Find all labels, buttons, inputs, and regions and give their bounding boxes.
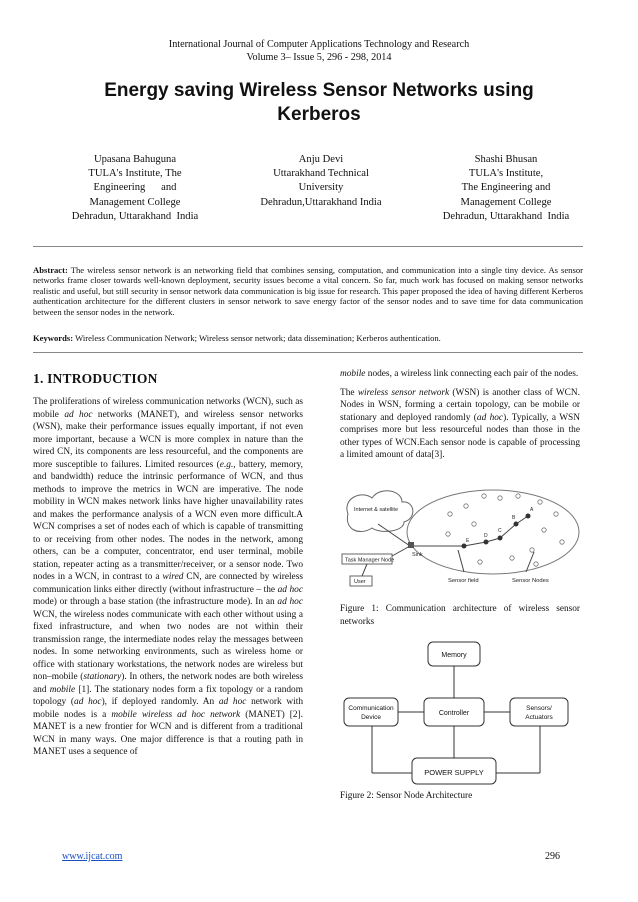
author-3-line: Management College [460, 196, 552, 208]
sink-node [408, 542, 414, 548]
sensor-node-a [526, 514, 531, 519]
link-task-user [362, 564, 367, 576]
idle-node [464, 504, 468, 508]
text-run: , battery, memory, and bandwidth) reduce the intrinsic performance of WCN, and thus methods to improve the metrics in WCN are imperative. The node mobility in WCN makes network links have higher unavailability rates and makes the performance analysis of a WCN even more difficult.A WCN comprises a set of nodes each of which is capable of transmitting to or receiving from other nodes. The nodes in the network, among others, can be a computer, concentrator, end user terminal, mobile station, repeater acting as a transmitter/receiver, or a sensor node. Two nodes in a WCN, in contrast to a [33, 459, 303, 582]
keywords-text: Wireless Communication Network; Wireless sensor network; data dissemination; Kerberos authentication. [73, 333, 441, 343]
paper-title [40, 79, 598, 127]
user-label: User [354, 579, 366, 585]
idle-node [530, 548, 534, 552]
section-heading: 1. INTRODUCTION [33, 371, 158, 386]
sensor-node-c [498, 536, 503, 541]
author-2-line: Anju Devi [298, 154, 344, 165]
sensor-node-b [514, 522, 519, 527]
journal-name: International Journal of Computer Applications Technology and Research [168, 39, 470, 50]
node-c-label: C [498, 528, 502, 534]
author-1-line: Management College [89, 196, 181, 208]
author-2-line: University [298, 182, 344, 194]
author-3-line: The Engineering and [461, 182, 551, 194]
sensor-field-ellipse [407, 490, 579, 574]
italic-run: wired [162, 572, 184, 582]
intro-paragraph-3 [340, 387, 580, 462]
node-e-label: E [466, 538, 470, 544]
page-number: 296 [545, 851, 560, 862]
sensor-node-d [484, 540, 489, 545]
author-1-line: TULA's Institute, The [88, 168, 182, 180]
text-run: (WSN) is another class of WCN. Nodes in WSN, forming a certain topology, can be mobile or stationary and deployed randomly ( [340, 387, 580, 423]
comm-device-box [344, 698, 398, 726]
italic-run: ad hoc [218, 697, 247, 707]
italic-run: mobile [49, 684, 76, 695]
author-3 [418, 153, 594, 224]
node-a-label: A [530, 507, 534, 513]
node-b-label: B [512, 515, 516, 521]
keywords-label: Keywords: [33, 333, 74, 343]
memory-label: Memory [441, 652, 467, 659]
keywords [33, 333, 583, 343]
sensor-nodes-label: Sensor Nodes [512, 578, 549, 584]
left-column [33, 396, 303, 765]
text-run: networks (MANET), and wireless sensor networks (WSN), make their performance issues equally important, if not even more important, because a WCN is more complex in nature than the wired CN, its components are less resourceful, and the components are more susceptible to failures. Limited resources ( [33, 409, 303, 470]
text-run: nodes, a wireless link connecting each pair of the nodes. [365, 369, 579, 379]
sensors-box [510, 698, 568, 726]
power-supply-label: POWER SUPPLY [424, 768, 484, 777]
comm-device-label-1: Communication [348, 705, 394, 712]
author-1-line: Dehradun, Uttarakhand India [71, 210, 199, 222]
intro-paragraph-2 [340, 368, 580, 381]
author-2 [238, 153, 404, 210]
text-run: (MANET) [2]. MANET is a new frontier for WCN and is different from a traditional WCN in many ways. One major difference is that a routing path in MANET uses a sequence of [33, 709, 303, 757]
task-manager-label: Task Manager Node [345, 557, 395, 564]
text-run: The [340, 387, 358, 398]
figure-2-diagram [340, 636, 580, 786]
italic-run: mobile [340, 369, 366, 379]
idle-node [516, 494, 520, 498]
text-run: WCN, the wireless nodes communicate with each other without using a fixed infrastructure, and when two nodes are not within their transmission range, the intermediate nodes relay the messages between nodes. In some networking environments, such as wireless home or office with stationary workstations, the network nodes are wireless but non–mobile ( [33, 609, 303, 682]
text-run: ). Typically, a WSN comprises more but less resourceful nodes than those in the other types of WCN.Each sensor node is capable of processing a limited amount of data[3]. [340, 412, 581, 460]
divider-bottom [33, 352, 583, 353]
idle-node [538, 500, 542, 504]
figure-1-caption: Figure 1: Communication architecture of wireless sensor networks [340, 604, 580, 627]
abstract [33, 265, 583, 317]
idle-node [482, 494, 486, 498]
italic-run: mobile wireless ad hoc network [111, 709, 241, 720]
author-2-line: Uttarakhand Technical [273, 168, 369, 180]
author-1 [52, 153, 218, 224]
sensors-label-1: Sensors/ [526, 705, 552, 712]
internet-label: Internet & satellite [354, 507, 399, 513]
text-run: The proliferations of wireless communication networks (WCN), such as mobile [33, 397, 303, 420]
idle-node [472, 522, 476, 526]
author-2-line: Dehradun,Uttarakhand India [260, 196, 382, 208]
author-1-line: Engineering and [93, 182, 177, 194]
text-run: ). In others, the network nodes are both wireless and [33, 672, 303, 695]
figure-2-caption: Figure 2: Sensor Node Architecture [340, 791, 473, 801]
intro-paragraph-1 [33, 396, 303, 759]
sensor-node-e [462, 544, 467, 549]
italic-run: ad hoc [277, 584, 303, 595]
title-line-1: Energy saving Wireless Sensor Networks using [104, 80, 534, 101]
author-1-line: Upasana Bahuguna [93, 154, 177, 165]
text-run: CN, are connected by wireless communication links either directly (without infrastructure – the [33, 572, 303, 595]
sensors-label-2: Actuators [525, 714, 553, 721]
idle-node [542, 528, 546, 532]
figure-1-diagram [340, 484, 580, 594]
text-run: mode) or through a base station (the infrastructure mode). In an [33, 597, 278, 607]
comm-device-label-2: Device [361, 714, 381, 721]
node-d-label: D [484, 533, 488, 539]
author-3-line: Shashi Bhusan [474, 154, 538, 165]
abstract-label: Abstract: [33, 265, 68, 275]
idle-node [448, 512, 452, 516]
italic-run: wireless sensor network [357, 387, 450, 398]
journal-header [0, 38, 638, 64]
idle-node [498, 496, 502, 500]
italic-run: ad hoc [277, 597, 304, 607]
idle-node [478, 560, 482, 564]
journal-volume: Volume 3– Issue 5, 296 - 298, 2014 [246, 52, 392, 63]
controller-label: Controller [438, 710, 470, 717]
title-line-2: Kerberos [277, 104, 361, 125]
link-sink-task [392, 546, 410, 556]
footer-url[interactable]: www.ijcat.com [62, 851, 123, 862]
author-3-line: TULA's Institute, [468, 168, 544, 180]
abstract-text: The wireless sensor network is an networking field that combines sensing, computation, and communication into a single tiny device. As sensor networks frame closer towards well-known deployment, security issues become a vital concern. So far, much work has focused on making sensor networks realistic and useful, but still security in sensor network data communication is big issue for research. This paper proposed the idea of having different Kerberos authentication architecture for the different clusters in sensor network to save energy factor of the sensor nodes and to save time for data communication between the sensor nodes in the network. [33, 265, 583, 317]
italic-run: stationary [83, 672, 122, 682]
italic-run: e.g. [219, 459, 234, 470]
text-run: [1]. The stationary nodes form a fix topology or a random topology ( [33, 684, 303, 707]
idle-node [446, 532, 450, 536]
sensor-field-label: Sensor field [448, 578, 479, 584]
sink-label: Sink [412, 552, 423, 558]
right-column [340, 368, 580, 468]
italic-run: ad hoc [476, 412, 504, 423]
italic-run: ad hoc [64, 409, 93, 420]
idle-node [534, 562, 538, 566]
author-3-line: Dehradun, Uttarakhand India [442, 210, 570, 222]
italic-run: ad hoc [74, 697, 102, 707]
idle-node [554, 512, 558, 516]
text-run: ), if deployed randomly. An [101, 697, 219, 707]
idle-node [560, 540, 564, 544]
divider-top [33, 246, 583, 247]
idle-node [510, 556, 514, 560]
text-run: network with mobile nodes is a [33, 697, 304, 720]
